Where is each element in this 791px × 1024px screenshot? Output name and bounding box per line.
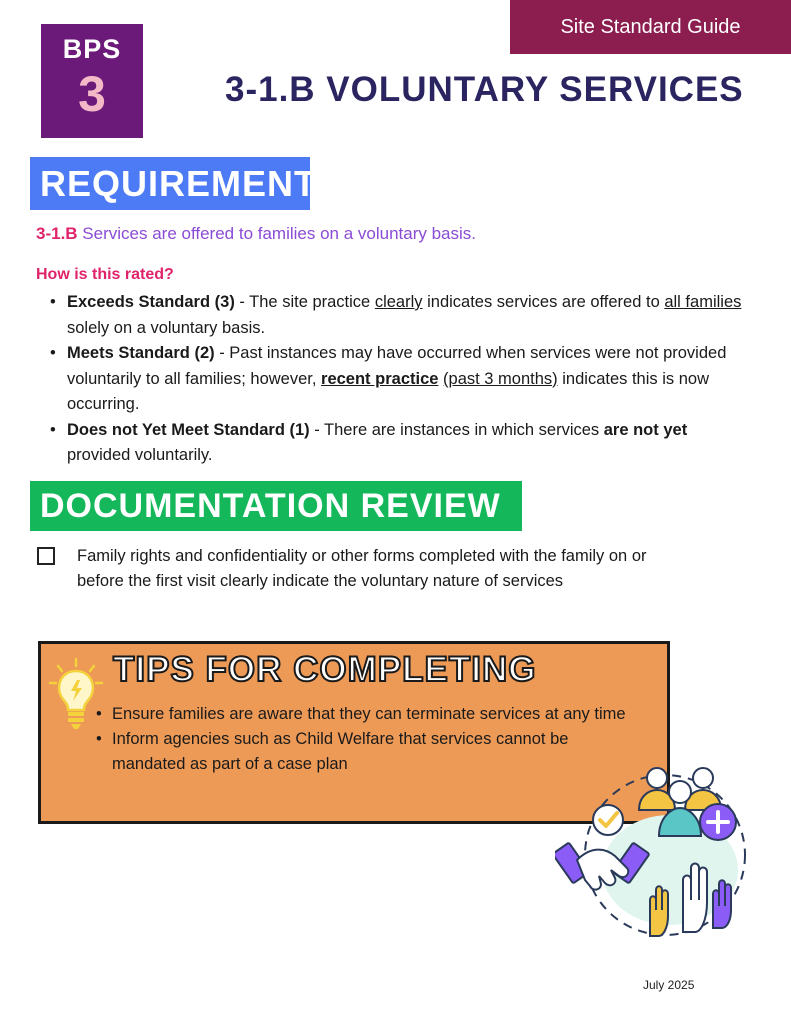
rating-list: [50, 290, 750, 469]
tip-item: • Inform agencies such as Child Welfare that services cannot be mandated as part of a case plan: [96, 727, 641, 777]
documentation-item: Family rights and confidentiality or other forms completed with the family on or before the first visit clearly indicate the voluntary nature of services: [77, 547, 647, 590]
rating-exceeds: [50, 290, 750, 341]
rating-not-yet-text: - There are instances in which services: [309, 420, 604, 439]
rating-exceeds-text-2: indicates services are offered to: [422, 293, 665, 311]
rating-meets-underline-months: (past 3 months): [443, 369, 558, 388]
documentation-banner: DOCUMENTATION REVIEW: [30, 481, 522, 531]
requirement-banner: REQUIREMENT: [30, 157, 310, 210]
collaboration-illustration: [555, 760, 750, 940]
requirement-text: Services are offered to families on a voluntary basis.: [77, 224, 477, 243]
page-title: 3-1.B VOLUNTARY SERVICES: [225, 70, 744, 109]
rating-meets-label: Meets Standard (2): [67, 344, 215, 362]
rated-heading: How is this rated?: [36, 266, 174, 283]
rating-meets-recent-practice: recent practice: [321, 369, 439, 388]
rating-exceeds-label: Exceeds Standard (3): [67, 293, 235, 311]
rating-meets: [50, 341, 750, 418]
requirement-code: 3-1.B: [36, 224, 78, 243]
bps-badge-number: 3: [78, 66, 106, 122]
rating-meets-text-3: indicates this is now occurring.: [67, 369, 709, 413]
tips-heading: TIPS FOR COMPLETING: [113, 650, 537, 689]
site-standard-guide-tab: Site Standard Guide: [510, 0, 791, 54]
rating-not-yet-bold: are not yet: [603, 420, 688, 439]
rating-not-yet-label: Does not Yet Meet Standard (1): [67, 420, 310, 439]
rating-exceeds-underline-clearly: clearly: [374, 293, 423, 311]
rating-not-yet-text-2: provided voluntarily.: [67, 446, 213, 464]
requirement-statement: [36, 224, 476, 244]
documentation-checkbox[interactable]: [37, 547, 55, 565]
footer-date: July 2025: [643, 978, 695, 992]
rating-meets-text: - Past instances may have occurred when services were not provided voluntarily to all families; however,: [67, 344, 727, 388]
bps-badge-label: BPS: [62, 34, 122, 64]
tip-item: • Ensure families are aware that they can terminate services at any time: [96, 702, 641, 727]
rating-not-yet: [50, 418, 750, 469]
rating-exceeds-text-3: solely on a voluntary basis.: [67, 318, 266, 337]
rating-exceeds-text: - The site practice: [234, 293, 375, 311]
bps-badge: [41, 24, 143, 138]
rating-exceeds-underline-all-families: all families: [664, 293, 742, 311]
